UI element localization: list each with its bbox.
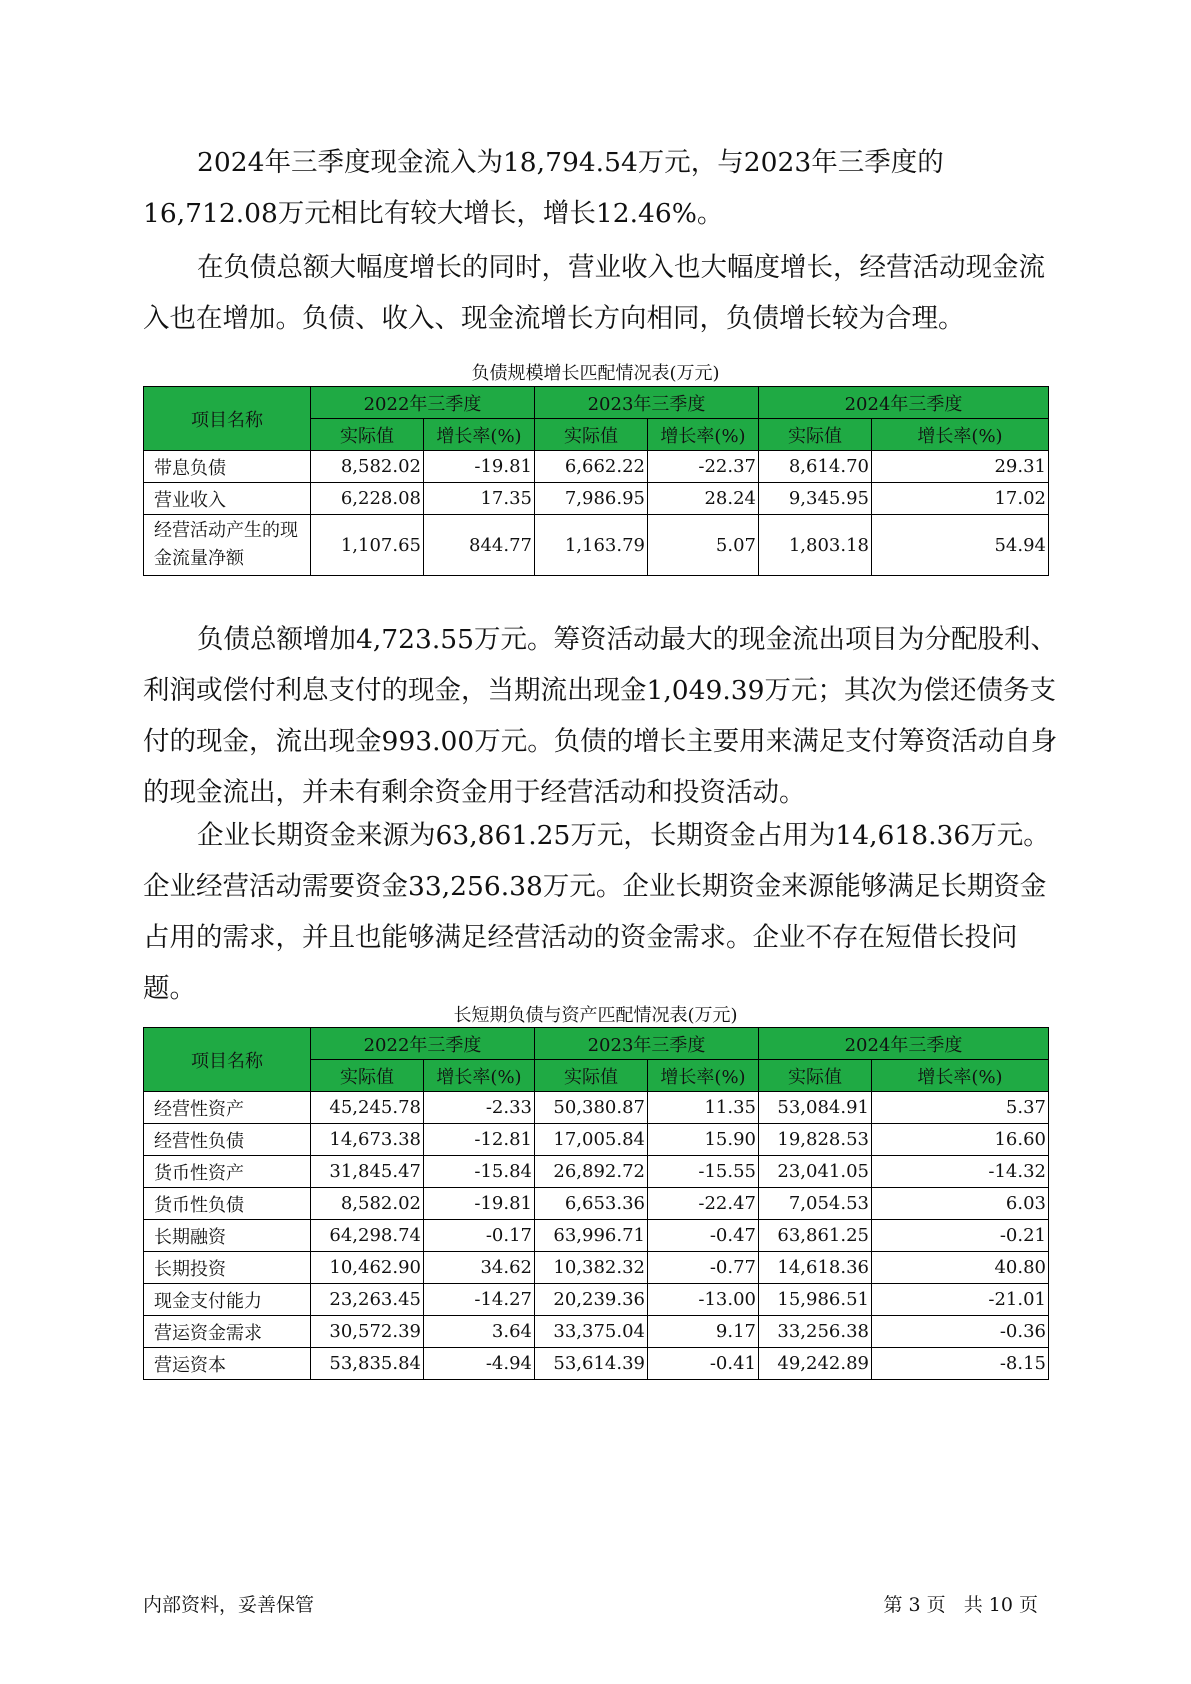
cell-value: 54.94 [872,515,1049,576]
paragraph-text: 2024年三季度现金流入为18,794.54万元，与2023年三季度的16,712.08万元相比有较大增长，增长12.46%。 [143,147,944,229]
paragraph-text: 企业长期资金来源为63,861.25万元，长期资金占用为14,618.36万元。企业经营活动需要资金33,256.38万元。企业长期资金来源能够满足长期资金占用的需求，并且也能够满足经营活动的资金需求。企业不存在短借长投问题。 [143,820,1050,1004]
cell-value: -4.94 [424,1348,535,1380]
cell-value: -21.01 [872,1284,1049,1316]
cell-value: 6,228.08 [311,483,424,515]
header-item-name: 项目名称 [144,387,311,451]
cell-value: 28.24 [648,483,759,515]
row-label: 现金支付能力 [144,1284,311,1316]
row-label: 货币性负债 [144,1188,311,1220]
header-period: 2023年三季度 [535,387,759,419]
row-label: 经营性资产 [144,1092,311,1124]
cell-value: -13.00 [648,1284,759,1316]
cell-value: 33,256.38 [759,1316,872,1348]
row-label: 经营性负债 [144,1124,311,1156]
cell-value: 14,673.38 [311,1124,424,1156]
cell-value: 19,828.53 [759,1124,872,1156]
header-growth: 增长率(%) [872,1060,1049,1092]
cell-value: 50,380.87 [535,1092,648,1124]
cell-value: 1,163.79 [535,515,648,576]
cell-value: 10,462.90 [311,1252,424,1284]
cell-value: 14,618.36 [759,1252,872,1284]
cell-value: -15.55 [648,1156,759,1188]
cell-value: 1,803.18 [759,515,872,576]
cell-value: -19.81 [424,1188,535,1220]
table-row [144,1348,1049,1380]
header-growth: 增长率(%) [648,1060,759,1092]
cell-value: 3.64 [424,1316,535,1348]
cell-value: -0.47 [648,1220,759,1252]
cell-value: 5.07 [648,515,759,576]
cell-value: 23,263.45 [311,1284,424,1316]
cell-value: -22.37 [648,451,759,483]
cell-value: -22.47 [648,1188,759,1220]
header-growth: 增长率(%) [424,419,535,451]
paragraph-text: 在负债总额大幅度增长的同时，营业收入也大幅度增长，经营活动现金流入也在增加。负债、收入、现金流增长方向相同，负债增长较为合理。 [143,252,1045,334]
header-actual: 实际值 [759,1060,872,1092]
row-label: 长期融资 [144,1220,311,1252]
cell-value: -0.17 [424,1220,535,1252]
header-period: 2022年三季度 [311,1028,535,1060]
cell-value: 23,041.05 [759,1156,872,1188]
cell-value: 11.35 [648,1092,759,1124]
row-label: 营运资本 [144,1348,311,1380]
table-row [144,515,1049,576]
table-row [144,1092,1049,1124]
cell-value: 53,084.91 [759,1092,872,1124]
cell-value: 53,835.84 [311,1348,424,1380]
table2-caption: 长短期负债与资产匹配情况表(万元) [453,1005,738,1026]
cell-value: 53,614.39 [535,1348,648,1380]
cell-value: 40.80 [872,1252,1049,1284]
cell-value: 45,245.78 [311,1092,424,1124]
cell-value: 15,986.51 [759,1284,872,1316]
cell-value: 9.17 [648,1316,759,1348]
cell-value: -2.33 [424,1092,535,1124]
header-period: 2023年三季度 [535,1028,759,1060]
header-period: 2024年三季度 [759,1028,1049,1060]
header-growth: 增长率(%) [872,419,1049,451]
table-row [144,1316,1049,1348]
cell-value: 63,861.25 [759,1220,872,1252]
cell-value: 8,582.02 [311,1188,424,1220]
table-row [144,1124,1049,1156]
table-row [144,1220,1049,1252]
cell-value: 63,996.71 [535,1220,648,1252]
header-actual: 实际值 [311,419,424,451]
row-label: 带息负债 [144,451,311,483]
cell-value: 17,005.84 [535,1124,648,1156]
cell-value: 7,986.95 [535,483,648,515]
table-row [144,451,1049,483]
cell-value: -15.84 [424,1156,535,1188]
table1-caption: 负债规模增长匹配情况表(万元) [471,363,720,384]
cell-value: 844.77 [424,515,535,576]
cell-value: 9,345.95 [759,483,872,515]
cell-value: -12.81 [424,1124,535,1156]
cell-value: 33,375.04 [535,1316,648,1348]
header-actual: 实际值 [311,1060,424,1092]
table-row [144,1188,1049,1220]
cell-value: 49,242.89 [759,1348,872,1380]
cell-value: 20,239.36 [535,1284,648,1316]
paragraph-cash-inflow [143,137,1058,239]
cell-value: 31,845.47 [311,1156,424,1188]
cell-value: -14.27 [424,1284,535,1316]
cell-value: 16.60 [872,1124,1049,1156]
header-growth: 增长率(%) [648,419,759,451]
paragraph-long-term-funds [143,810,1058,1014]
asset-liability-table [143,1027,1049,1380]
cell-value: 10,382.32 [535,1252,648,1284]
cell-value: -14.32 [872,1156,1049,1188]
row-label: 货币性资产 [144,1156,311,1188]
footer-confidential: 内部资料，妥善保管 [143,1594,315,1616]
row-label-line: 经营活动产生的现 [154,520,298,541]
row-label: 长期投资 [144,1252,311,1284]
table-row [144,1284,1049,1316]
paragraph-financing [143,614,1058,818]
cell-value: -19.81 [424,451,535,483]
paragraph-text: 负债总额增加4,723.55万元。筹资活动最大的现金流出项目为分配股利、利润或偿付利息支付的现金，当期流出现金1,049.39万元；其次为偿还债务支付的现金，流出现金993.00万元。负债的增长主要用来满足支付筹资活动自身的现金流出，并未有剩余资金用于经营活动和投资活动。 [143,624,1058,808]
cell-value: 8,582.02 [311,451,424,483]
cell-value: 6,653.36 [535,1188,648,1220]
header-item-name: 项目名称 [144,1028,311,1092]
paragraph-debt-growth [143,242,1058,344]
footer-page-number: 第 3 页 共 10 页 [883,1594,1038,1616]
header-actual: 实际值 [759,419,872,451]
table-row [144,1252,1049,1284]
cell-value: 26,892.72 [535,1156,648,1188]
cell-value: 29.31 [872,451,1049,483]
cell-value: 15.90 [648,1124,759,1156]
cell-value: 1,107.65 [311,515,424,576]
cell-value: 8,614.70 [759,451,872,483]
cell-value: -0.77 [648,1252,759,1284]
header-period: 2024年三季度 [759,387,1049,419]
header-actual: 实际值 [535,419,648,451]
debt-scale-table [143,386,1049,576]
cell-value: 17.35 [424,483,535,515]
row-label: 营业收入 [144,483,311,515]
cell-value: -0.21 [872,1220,1049,1252]
cell-value: 17.02 [872,483,1049,515]
row-label-line: 金流量净额 [154,548,244,569]
header-growth: 增长率(%) [424,1060,535,1092]
header-period: 2022年三季度 [311,387,535,419]
header-actual: 实际值 [535,1060,648,1092]
cell-value: 30,572.39 [311,1316,424,1348]
table-row [144,1156,1049,1188]
cell-value: -0.41 [648,1348,759,1380]
cell-value: 64,298.74 [311,1220,424,1252]
cell-value: 7,054.53 [759,1188,872,1220]
cell-value: 34.62 [424,1252,535,1284]
cell-value: -0.36 [872,1316,1049,1348]
cell-value: -8.15 [872,1348,1049,1380]
cell-value: 6,662.22 [535,451,648,483]
table-row [144,483,1049,515]
row-label [144,515,311,576]
row-label: 营运资金需求 [144,1316,311,1348]
cell-value: 6.03 [872,1188,1049,1220]
cell-value: 5.37 [872,1092,1049,1124]
